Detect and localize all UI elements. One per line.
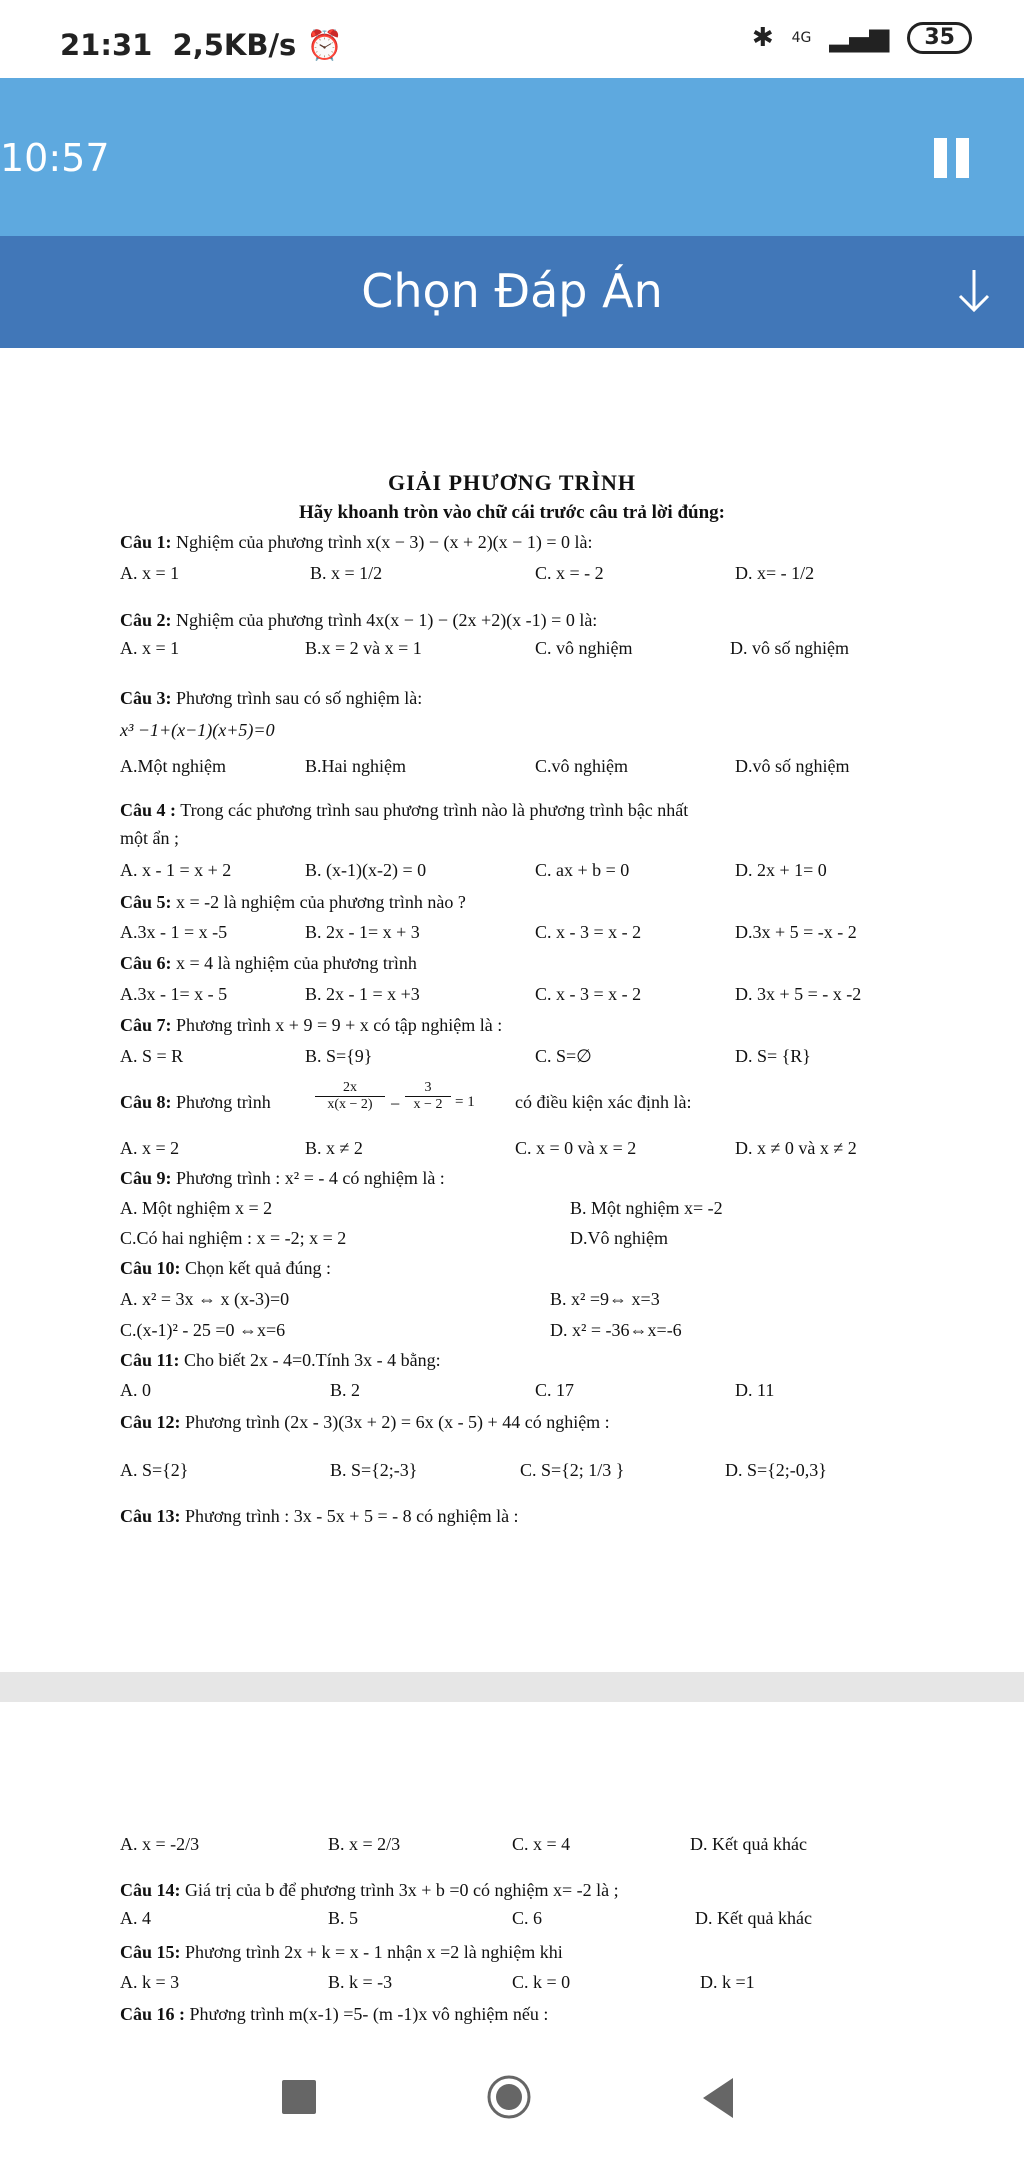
question-8-cont: có điều kiện xác định là: [515, 1092, 692, 1112]
option[interactable]: C. x = - 2 [535, 563, 604, 583]
home-button[interactable] [486, 2074, 532, 2120]
question-7: Câu 7: Phương trình x + 9 = 9 + x có tập nghiệm là : [120, 1015, 503, 1035]
pause-icon[interactable] [934, 138, 970, 178]
option[interactable]: A. S = R [120, 1046, 184, 1066]
option[interactable]: D.Vô nghiệm [570, 1228, 668, 1248]
option[interactable]: B. 2x - 1= x + 3 [305, 922, 420, 942]
timer-bar [0, 78, 1024, 236]
option[interactable]: C. x = 0 và x = 2 [515, 1138, 637, 1158]
option[interactable]: C.Có hai nghiệm : x = -2; x = 2 [120, 1228, 347, 1248]
option[interactable]: D. k =1 [700, 1972, 755, 1992]
option[interactable]: D. Kết quả khác [695, 1908, 812, 1928]
option[interactable]: C. 6 [512, 1908, 543, 1928]
option[interactable]: A. S={2} [120, 1460, 189, 1480]
option[interactable]: B. (x-1)(x-2) = 0 [305, 860, 427, 880]
option[interactable]: B. x ≠ 2 [305, 1138, 363, 1158]
option[interactable]: C. S={2; 1/3 } [520, 1460, 625, 1480]
option[interactable]: B. S={2;-3} [330, 1460, 418, 1480]
question-2: Câu 2: Nghiệm của phương trình 4x(x − 1) − (2x +2)(x -1) = 0 là: [120, 610, 598, 630]
question-14: Câu 14: Giá trị của b để phương trình 3x + b =0 có nghiệm x= -2 là ; [120, 1880, 619, 1900]
minus-sign: − [390, 1094, 401, 1114]
option[interactable]: D.3x + 5 = -x - 2 [735, 922, 857, 942]
status-right [752, 22, 972, 54]
question-6: Câu 6: x = 4 là nghiệm của phương trình [120, 953, 417, 973]
option[interactable]: B. 2 [330, 1380, 361, 1400]
bluetooth-icon: ✱ [751, 23, 774, 53]
network-speed: 2,5KB/s [172, 28, 297, 62]
arrow-down-icon[interactable] [954, 266, 994, 318]
back-button[interactable] [703, 2078, 733, 2118]
option[interactable]: B. 5 [328, 1908, 359, 1928]
option[interactable]: B. Một nghiệm x= -2 [570, 1198, 723, 1218]
option[interactable]: C. S=∅ [535, 1046, 592, 1066]
option[interactable]: D. x² = -36⇔x=-6 [550, 1320, 682, 1340]
option[interactable]: B. x = 1/2 [310, 563, 383, 583]
question-9: Câu 9: Phương trình : x² = - 4 có nghiệm là : [120, 1168, 445, 1188]
option[interactable]: C.vô nghiệm [535, 756, 628, 776]
question-10: Câu 10: Chọn kết quả đúng : [120, 1258, 332, 1278]
option[interactable]: C. x - 3 = x - 2 [535, 984, 642, 1004]
fraction-1: 2x x(x − 2) [315, 1080, 385, 1113]
option[interactable]: C. ax + b = 0 [535, 860, 630, 880]
option[interactable]: D. x= - 1/2 [735, 563, 815, 583]
question-8: Câu 8: Phương trình [120, 1092, 271, 1112]
option[interactable]: D. 3x + 5 = - x -2 [735, 984, 862, 1004]
fraction-rhs: = 1 [455, 1094, 475, 1110]
option[interactable]: A. x = -2/3 [120, 1834, 200, 1854]
option[interactable]: A. x² = 3x ⇔ x (x-3)=0 [120, 1289, 290, 1309]
option[interactable]: B. x² =9⇔ x=3 [550, 1289, 660, 1309]
option[interactable]: A. x - 1 = x + 2 [120, 860, 232, 880]
question-16: Câu 16 : Phương trình m(x-1) =5- (m -1)x vô nghiệm nếu : [120, 2004, 549, 2024]
option[interactable]: A. x = 1 [120, 638, 180, 658]
doc-subtitle: Hãy khoanh tròn vào chữ cái trước câu trả lời đúng: [299, 502, 725, 523]
option[interactable]: B.x = 2 và x = 1 [305, 638, 422, 658]
option[interactable]: C.(x-1)² - 25 =0 ⇔x=6 [120, 1320, 286, 1340]
option[interactable]: B. S={9} [305, 1046, 373, 1066]
status-bar [0, 0, 1024, 78]
question-13: Câu 13: Phương trình : 3x - 5x + 5 = - 8 có nghiệm là : [120, 1506, 519, 1526]
option[interactable]: C. x - 3 = x - 2 [535, 922, 642, 942]
option[interactable]: A.Một nghiệm [120, 756, 226, 776]
question-4-cont: một ẩn ; [120, 828, 179, 848]
option[interactable]: C. vô nghiệm [535, 638, 633, 658]
option[interactable]: A.3x - 1= x - 5 [120, 984, 228, 1004]
header [0, 236, 1024, 348]
question-3: Câu 3: Phương trình sau có số nghiệm là: [120, 688, 423, 708]
option[interactable]: A. Một nghiệm x = 2 [120, 1198, 273, 1218]
signal-icon: ▂▄▆ [829, 23, 890, 53]
option[interactable]: A. x = 2 [120, 1138, 180, 1158]
option[interactable]: D. Kết quả khác [690, 1834, 807, 1854]
option[interactable]: D. 2x + 1= 0 [735, 860, 827, 880]
option[interactable]: B.Hai nghiệm [305, 756, 406, 776]
option[interactable]: D. S={2;-0,3} [725, 1460, 827, 1480]
option[interactable]: B. x = 2/3 [328, 1834, 401, 1854]
question-3-formula: x³ −1+(x−1)(x+5)=0 [120, 720, 275, 740]
option[interactable]: D. vô số nghiệm [730, 638, 849, 658]
option[interactable]: D. x ≠ 0 và x ≠ 2 [735, 1138, 857, 1158]
option[interactable]: A. 4 [120, 1908, 151, 1928]
alarm-icon: ⏰ [306, 28, 343, 62]
question-4: Câu 4 : Trong các phương trình sau phương trình nào là phương trình bậc nhất [120, 800, 689, 820]
option[interactable]: B. k = -3 [328, 1972, 393, 1992]
system-nav-bar [0, 2040, 1024, 2162]
option[interactable]: A. x = 1 [120, 563, 180, 583]
option[interactable]: A. k = 3 [120, 1972, 180, 1992]
question-15: Câu 15: Phương trình 2x + k = x - 1 nhận x =2 là nghiệm khi [120, 1942, 563, 1962]
image-separator [0, 1672, 1024, 1702]
option[interactable]: A. 0 [120, 1380, 151, 1400]
option[interactable]: C. x = 4 [512, 1834, 571, 1854]
fraction-2: 3 x − 2 [405, 1080, 451, 1113]
option[interactable]: D. 11 [735, 1380, 775, 1400]
page-title: Chọn Đáp Án [361, 264, 663, 318]
option[interactable]: D. S= {R} [735, 1046, 811, 1066]
network-type: 4G [791, 30, 812, 46]
question-5: Câu 5: x = -2 là nghiệm của phương trình nào ? [120, 892, 466, 912]
recent-apps-button[interactable] [282, 2080, 316, 2114]
question-12: Câu 12: Phương trình (2x - 3)(3x + 2) = 6x (x - 5) + 44 có nghiệm : [120, 1412, 610, 1432]
countdown-timer: 10:57 [0, 136, 110, 180]
question-1: Câu 1: Nghiệm của phương trình x(x − 3) − (x + 2)(x − 1) = 0 là: [120, 532, 593, 552]
option[interactable]: B. 2x - 1 = x +3 [305, 984, 420, 1004]
battery-indicator: 35 [907, 22, 972, 54]
option[interactable]: C. 17 [535, 1380, 575, 1400]
doc-title: GIẢI PHƯƠNG TRÌNH [387, 470, 637, 495]
option[interactable]: D.vô số nghiệm [735, 756, 850, 776]
option[interactable]: C. k = 0 [512, 1972, 571, 1992]
option[interactable]: A.3x - 1 = x -5 [120, 922, 228, 942]
status-time: 21:31 2,5KB/s ⏰ [60, 28, 343, 62]
question-11: Câu 11: Cho biết 2x - 4=0.Tính 3x - 4 bằng: [120, 1350, 441, 1370]
